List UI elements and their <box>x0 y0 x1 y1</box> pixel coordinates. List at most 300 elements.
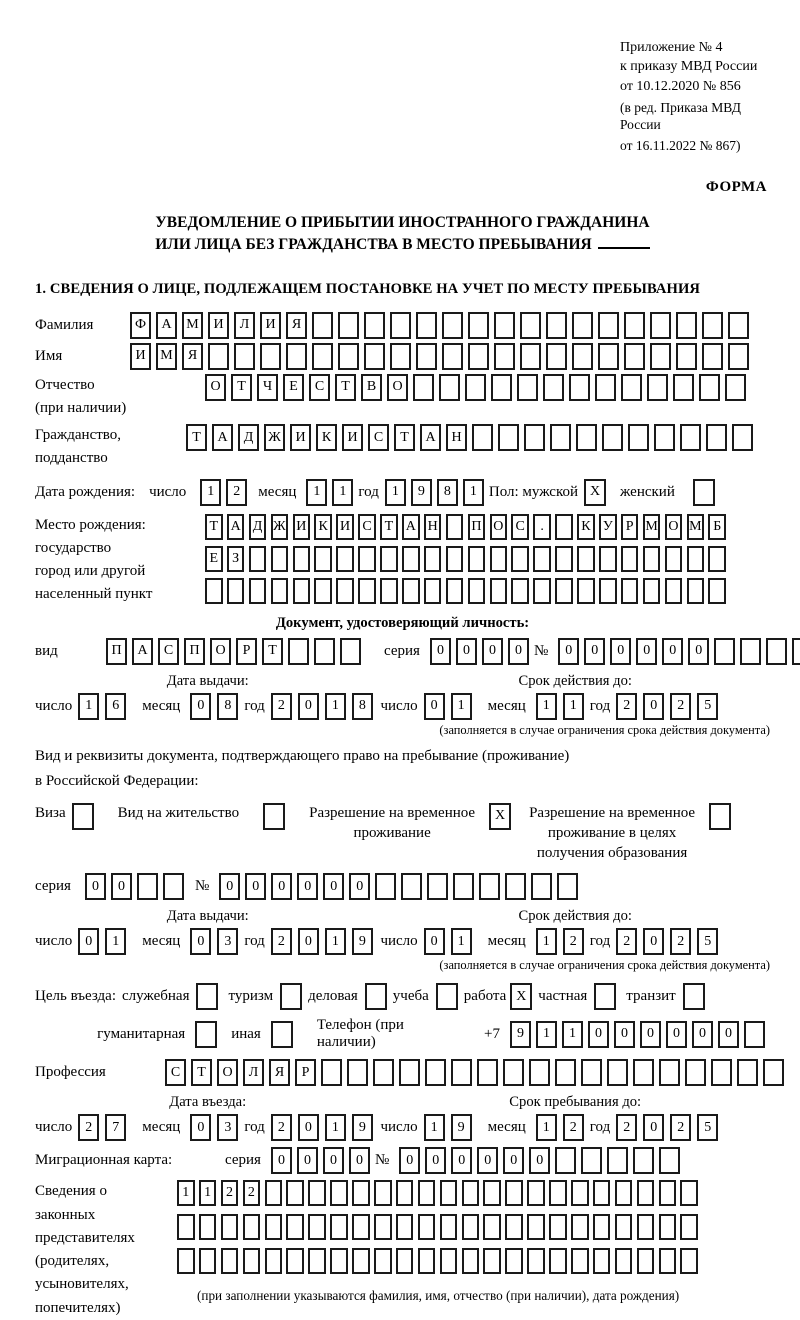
form-cell[interactable] <box>505 873 526 900</box>
form-cell[interactable] <box>555 514 573 540</box>
form-cell[interactable]: 1 <box>200 479 221 506</box>
form-cell[interactable] <box>511 546 529 572</box>
form-cell[interactable] <box>650 312 671 339</box>
form-cell[interactable] <box>358 546 376 572</box>
form-cell[interactable] <box>708 578 726 604</box>
form-cell[interactable]: Я <box>182 343 203 370</box>
form-cell[interactable]: И <box>293 514 311 540</box>
form-cell[interactable] <box>665 546 683 572</box>
form-cell[interactable] <box>654 424 675 451</box>
form-cell[interactable]: 0 <box>271 873 292 900</box>
form-cell[interactable] <box>633 1147 654 1174</box>
form-cell[interactable] <box>314 578 332 604</box>
form-cell[interactable] <box>243 1248 261 1274</box>
form-cell[interactable]: 1 <box>451 693 472 720</box>
form-cell[interactable]: П <box>106 638 127 665</box>
form-cell[interactable]: 0 <box>692 1021 713 1048</box>
form-cell[interactable] <box>557 873 578 900</box>
form-cell[interactable] <box>607 1147 628 1174</box>
form-cell[interactable] <box>396 1248 414 1274</box>
form-cell[interactable] <box>637 1214 655 1240</box>
form-cell[interactable]: И <box>208 312 229 339</box>
form-cell[interactable] <box>647 374 668 401</box>
purpose-tourism-checkbox[interactable] <box>280 983 302 1010</box>
form-cell[interactable]: М <box>687 514 705 540</box>
form-cell[interactable]: 9 <box>411 479 432 506</box>
form-cell[interactable]: В <box>361 374 382 401</box>
form-cell[interactable] <box>740 638 761 665</box>
form-cell[interactable]: Ж <box>264 424 285 451</box>
form-cell[interactable] <box>598 312 619 339</box>
form-cell[interactable] <box>330 1180 348 1206</box>
form-cell[interactable]: 8 <box>437 479 458 506</box>
form-cell[interactable] <box>440 1214 458 1240</box>
form-cell[interactable]: 0 <box>430 638 451 665</box>
form-cell[interactable]: Т <box>186 424 207 451</box>
form-cell[interactable]: 1 <box>332 479 353 506</box>
form-cell[interactable]: 1 <box>563 693 584 720</box>
form-cell[interactable] <box>714 638 735 665</box>
form-cell[interactable]: Р <box>621 514 639 540</box>
form-cell[interactable] <box>637 1248 655 1274</box>
form-cell[interactable] <box>659 1214 677 1240</box>
form-cell[interactable]: А <box>156 312 177 339</box>
form-cell[interactable] <box>462 1248 480 1274</box>
form-cell[interactable] <box>569 374 590 401</box>
form-cell[interactable]: 2 <box>563 928 584 955</box>
form-cell[interactable]: 0 <box>662 638 683 665</box>
form-cell[interactable] <box>763 1059 784 1086</box>
form-cell[interactable]: Т <box>191 1059 212 1086</box>
form-cell[interactable] <box>555 578 573 604</box>
form-cell[interactable]: 0 <box>558 638 579 665</box>
form-cell[interactable] <box>347 1059 368 1086</box>
form-cell[interactable]: Т <box>380 514 398 540</box>
form-cell[interactable] <box>607 1059 628 1086</box>
form-cell[interactable] <box>312 312 333 339</box>
form-cell[interactable]: 1 <box>199 1180 217 1206</box>
form-cell[interactable]: С <box>158 638 179 665</box>
form-cell[interactable] <box>364 312 385 339</box>
form-cell[interactable] <box>546 343 567 370</box>
form-cell[interactable] <box>416 312 437 339</box>
form-cell[interactable] <box>577 546 595 572</box>
form-cell[interactable]: 0 <box>399 1147 420 1174</box>
form-cell[interactable]: 0 <box>297 873 318 900</box>
form-cell[interactable] <box>546 312 567 339</box>
form-cell[interactable] <box>602 424 623 451</box>
form-cell[interactable] <box>643 546 661 572</box>
form-cell[interactable] <box>706 424 727 451</box>
form-cell[interactable] <box>336 546 354 572</box>
form-cell[interactable] <box>571 1180 589 1206</box>
form-cell[interactable] <box>380 546 398 572</box>
form-cell[interactable] <box>418 1180 436 1206</box>
form-cell[interactable]: 2 <box>670 1114 691 1141</box>
form-cell[interactable]: 0 <box>640 1021 661 1048</box>
form-cell[interactable]: 5 <box>697 693 718 720</box>
form-cell[interactable] <box>593 1214 611 1240</box>
form-cell[interactable] <box>572 312 593 339</box>
form-cell[interactable] <box>711 1059 732 1086</box>
form-cell[interactable]: М <box>182 312 203 339</box>
form-cell[interactable] <box>199 1248 217 1274</box>
form-cell[interactable] <box>680 1248 698 1274</box>
form-cell[interactable]: 0 <box>718 1021 739 1048</box>
form-cell[interactable]: 0 <box>190 693 211 720</box>
form-cell[interactable]: 1 <box>325 928 346 955</box>
form-cell[interactable] <box>737 1059 758 1086</box>
form-cell[interactable] <box>249 546 267 572</box>
form-cell[interactable] <box>673 374 694 401</box>
form-cell[interactable]: 1 <box>105 928 126 955</box>
form-cell[interactable] <box>314 546 332 572</box>
form-cell[interactable] <box>491 374 512 401</box>
form-cell[interactable] <box>380 578 398 604</box>
form-cell[interactable]: 2 <box>271 1114 292 1141</box>
form-cell[interactable]: 1 <box>325 1114 346 1141</box>
form-cell[interactable]: 0 <box>85 873 106 900</box>
form-cell[interactable] <box>766 638 787 665</box>
form-cell[interactable] <box>687 578 705 604</box>
form-cell[interactable] <box>243 1214 261 1240</box>
form-cell[interactable] <box>549 1214 567 1240</box>
form-cell[interactable] <box>208 343 229 370</box>
form-cell[interactable] <box>511 578 529 604</box>
form-cell[interactable]: Т <box>394 424 415 451</box>
form-cell[interactable] <box>527 1180 545 1206</box>
form-cell[interactable]: 1 <box>385 479 406 506</box>
form-cell[interactable]: 0 <box>529 1147 550 1174</box>
form-cell[interactable] <box>221 1248 239 1274</box>
form-cell[interactable]: 1 <box>536 693 557 720</box>
form-cell[interactable]: И <box>290 424 311 451</box>
form-cell[interactable]: Ж <box>271 514 289 540</box>
form-cell[interactable] <box>260 343 281 370</box>
form-cell[interactable]: 1 <box>536 928 557 955</box>
form-cell[interactable] <box>163 873 184 900</box>
form-cell[interactable] <box>633 1059 654 1086</box>
form-cell[interactable] <box>550 424 571 451</box>
form-cell[interactable] <box>643 578 661 604</box>
form-cell[interactable]: И <box>336 514 354 540</box>
form-cell[interactable] <box>637 1180 655 1206</box>
form-cell[interactable]: 0 <box>425 1147 446 1174</box>
form-cell[interactable]: 2 <box>616 1114 637 1141</box>
form-cell[interactable] <box>286 343 307 370</box>
form-cell[interactable] <box>288 638 309 665</box>
form-cell[interactable] <box>364 343 385 370</box>
form-cell[interactable]: 2 <box>616 693 637 720</box>
form-cell[interactable]: Т <box>335 374 356 401</box>
form-cell[interactable] <box>505 1248 523 1274</box>
form-cell[interactable]: 0 <box>588 1021 609 1048</box>
form-cell[interactable] <box>352 1180 370 1206</box>
form-cell[interactable] <box>314 638 335 665</box>
form-cell[interactable] <box>396 1180 414 1206</box>
gender-female-checkbox[interactable] <box>693 479 715 506</box>
form-cell[interactable]: Ч <box>257 374 278 401</box>
form-cell[interactable]: 9 <box>510 1021 531 1048</box>
form-cell[interactable]: Р <box>295 1059 316 1086</box>
form-cell[interactable]: 0 <box>584 638 605 665</box>
form-cell[interactable]: 0 <box>349 1147 370 1174</box>
form-cell[interactable]: Т <box>205 514 223 540</box>
purpose-official-checkbox[interactable] <box>196 983 218 1010</box>
form-cell[interactable]: К <box>314 514 332 540</box>
form-cell[interactable]: А <box>402 514 420 540</box>
form-cell[interactable] <box>576 424 597 451</box>
form-cell[interactable] <box>468 578 486 604</box>
form-cell[interactable] <box>199 1214 217 1240</box>
form-cell[interactable]: П <box>184 638 205 665</box>
form-cell[interactable]: 0 <box>508 638 529 665</box>
form-cell[interactable] <box>572 343 593 370</box>
form-cell[interactable] <box>177 1248 195 1274</box>
form-cell[interactable] <box>571 1248 589 1274</box>
form-cell[interactable]: К <box>316 424 337 451</box>
form-cell[interactable] <box>728 343 749 370</box>
form-cell[interactable] <box>520 312 541 339</box>
form-cell[interactable] <box>468 546 486 572</box>
form-cell[interactable] <box>599 578 617 604</box>
form-cell[interactable]: 2 <box>670 928 691 955</box>
form-cell[interactable] <box>490 578 508 604</box>
temp-residence-checkbox[interactable]: X <box>489 803 511 830</box>
form-cell[interactable] <box>401 873 422 900</box>
form-cell[interactable]: С <box>309 374 330 401</box>
form-cell[interactable] <box>728 312 749 339</box>
form-cell[interactable]: 1 <box>562 1021 583 1048</box>
form-cell[interactable]: 0 <box>245 873 266 900</box>
form-cell[interactable]: О <box>665 514 683 540</box>
form-cell[interactable] <box>338 343 359 370</box>
form-cell[interactable] <box>581 1147 602 1174</box>
form-cell[interactable] <box>336 578 354 604</box>
form-cell[interactable] <box>533 578 551 604</box>
form-cell[interactable]: 0 <box>424 928 445 955</box>
form-cell[interactable] <box>494 343 515 370</box>
form-cell[interactable]: 0 <box>111 873 132 900</box>
form-cell[interactable]: 1 <box>536 1021 557 1048</box>
form-cell[interactable]: Р <box>236 638 257 665</box>
form-cell[interactable]: 2 <box>243 1180 261 1206</box>
form-cell[interactable] <box>702 312 723 339</box>
form-cell[interactable] <box>321 1059 342 1086</box>
form-cell[interactable]: Л <box>243 1059 264 1086</box>
form-cell[interactable] <box>442 343 463 370</box>
form-cell[interactable] <box>308 1248 326 1274</box>
form-cell[interactable]: О <box>205 374 226 401</box>
form-cell[interactable]: Л <box>234 312 255 339</box>
form-cell[interactable]: 0 <box>643 928 664 955</box>
form-cell[interactable] <box>286 1214 304 1240</box>
form-cell[interactable] <box>468 312 489 339</box>
form-cell[interactable]: 0 <box>323 873 344 900</box>
form-cell[interactable]: 7 <box>105 1114 126 1141</box>
form-cell[interactable] <box>505 1180 523 1206</box>
form-cell[interactable]: 9 <box>352 928 373 955</box>
form-cell[interactable]: Е <box>205 546 223 572</box>
purpose-business-checkbox[interactable] <box>365 983 387 1010</box>
form-cell[interactable]: О <box>490 514 508 540</box>
purpose-transit-checkbox[interactable] <box>683 983 705 1010</box>
form-cell[interactable] <box>687 546 705 572</box>
form-cell[interactable]: 1 <box>536 1114 557 1141</box>
form-cell[interactable] <box>676 343 697 370</box>
form-cell[interactable] <box>505 1214 523 1240</box>
form-cell[interactable] <box>427 873 448 900</box>
form-cell[interactable] <box>390 343 411 370</box>
form-cell[interactable] <box>442 312 463 339</box>
form-cell[interactable]: 1 <box>424 1114 445 1141</box>
form-cell[interactable]: 0 <box>271 1147 292 1174</box>
form-cell[interactable]: Н <box>446 424 467 451</box>
form-cell[interactable] <box>581 1059 602 1086</box>
form-cell[interactable] <box>503 1059 524 1086</box>
form-cell[interactable]: 0 <box>636 638 657 665</box>
form-cell[interactable] <box>555 546 573 572</box>
form-cell[interactable] <box>680 1214 698 1240</box>
temp-residence-edu-checkbox[interactable] <box>709 803 731 830</box>
form-cell[interactable] <box>373 1059 394 1086</box>
form-cell[interactable] <box>205 578 223 604</box>
form-cell[interactable]: А <box>227 514 245 540</box>
form-cell[interactable]: А <box>420 424 441 451</box>
form-cell[interactable] <box>517 374 538 401</box>
form-cell[interactable] <box>390 312 411 339</box>
form-cell[interactable] <box>549 1248 567 1274</box>
gender-male-checkbox[interactable]: X <box>584 479 606 506</box>
form-cell[interactable] <box>424 578 442 604</box>
form-cell[interactable]: З <box>227 546 245 572</box>
form-cell[interactable]: 5 <box>697 928 718 955</box>
form-cell[interactable] <box>286 1248 304 1274</box>
form-cell[interactable]: О <box>387 374 408 401</box>
form-cell[interactable] <box>416 343 437 370</box>
form-cell[interactable]: Ф <box>130 312 151 339</box>
form-cell[interactable] <box>227 578 245 604</box>
form-cell[interactable] <box>440 1180 458 1206</box>
form-cell[interactable]: 0 <box>298 1114 319 1141</box>
form-cell[interactable]: К <box>577 514 595 540</box>
form-cell[interactable]: 0 <box>482 638 503 665</box>
form-cell[interactable]: 2 <box>221 1180 239 1206</box>
form-cell[interactable]: 0 <box>503 1147 524 1174</box>
form-cell[interactable] <box>676 312 697 339</box>
form-cell[interactable]: 6 <box>105 693 126 720</box>
form-cell[interactable]: 3 <box>217 928 238 955</box>
form-cell[interactable] <box>340 638 361 665</box>
form-cell[interactable]: 0 <box>643 693 664 720</box>
form-cell[interactable] <box>555 1059 576 1086</box>
purpose-private-checkbox[interactable] <box>594 983 616 1010</box>
form-cell[interactable]: Д <box>249 514 267 540</box>
form-cell[interactable] <box>621 546 639 572</box>
form-cell[interactable]: 5 <box>697 1114 718 1141</box>
form-cell[interactable] <box>413 374 434 401</box>
form-cell[interactable]: О <box>210 638 231 665</box>
form-cell[interactable]: Т <box>262 638 283 665</box>
form-cell[interactable] <box>659 1180 677 1206</box>
form-cell[interactable] <box>699 374 720 401</box>
form-cell[interactable]: 0 <box>219 873 240 900</box>
form-cell[interactable]: Я <box>269 1059 290 1086</box>
form-cell[interactable]: А <box>212 424 233 451</box>
form-cell[interactable] <box>462 1180 480 1206</box>
form-cell[interactable]: И <box>342 424 363 451</box>
form-cell[interactable] <box>498 424 519 451</box>
form-cell[interactable] <box>286 1180 304 1206</box>
form-cell[interactable] <box>598 343 619 370</box>
form-cell[interactable] <box>221 1214 239 1240</box>
purpose-work-checkbox[interactable]: X <box>510 983 532 1010</box>
form-cell[interactable] <box>472 424 493 451</box>
form-cell[interactable] <box>621 578 639 604</box>
form-cell[interactable] <box>527 1214 545 1240</box>
form-cell[interactable] <box>402 546 420 572</box>
form-cell[interactable] <box>358 578 376 604</box>
form-cell[interactable] <box>593 1248 611 1274</box>
form-cell[interactable] <box>685 1059 706 1086</box>
form-cell[interactable] <box>330 1214 348 1240</box>
form-cell[interactable] <box>234 343 255 370</box>
form-cell[interactable]: М <box>643 514 661 540</box>
form-cell[interactable] <box>330 1248 348 1274</box>
form-cell[interactable] <box>453 873 474 900</box>
form-cell[interactable] <box>615 1180 633 1206</box>
form-cell[interactable]: 2 <box>616 928 637 955</box>
form-cell[interactable]: Я <box>286 312 307 339</box>
form-cell[interactable] <box>732 424 753 451</box>
form-cell[interactable]: Б <box>708 514 726 540</box>
form-cell[interactable] <box>462 1214 480 1240</box>
form-cell[interactable] <box>352 1248 370 1274</box>
form-cell[interactable] <box>265 1180 283 1206</box>
form-cell[interactable] <box>531 873 552 900</box>
form-cell[interactable] <box>418 1248 436 1274</box>
form-cell[interactable] <box>271 578 289 604</box>
form-cell[interactable] <box>399 1059 420 1086</box>
form-cell[interactable]: Н <box>424 514 442 540</box>
form-cell[interactable] <box>680 1180 698 1206</box>
form-cell[interactable]: 0 <box>190 1114 211 1141</box>
form-cell[interactable] <box>418 1214 436 1240</box>
form-cell[interactable] <box>520 343 541 370</box>
form-cell[interactable]: 1 <box>325 693 346 720</box>
form-cell[interactable]: М <box>156 343 177 370</box>
form-cell[interactable]: . <box>533 514 551 540</box>
form-cell[interactable] <box>374 1180 392 1206</box>
form-cell[interactable] <box>483 1248 501 1274</box>
form-cell[interactable] <box>451 1059 472 1086</box>
form-cell[interactable] <box>265 1214 283 1240</box>
form-cell[interactable] <box>624 343 645 370</box>
form-cell[interactable] <box>446 546 464 572</box>
form-cell[interactable] <box>577 578 595 604</box>
residence-permit-checkbox[interactable] <box>263 803 285 830</box>
form-cell[interactable] <box>543 374 564 401</box>
form-cell[interactable]: Д <box>238 424 259 451</box>
form-cell[interactable]: 1 <box>463 479 484 506</box>
form-cell[interactable] <box>494 312 515 339</box>
form-cell[interactable]: 0 <box>297 1147 318 1174</box>
form-cell[interactable]: 1 <box>306 479 327 506</box>
form-cell[interactable] <box>374 1248 392 1274</box>
form-cell[interactable]: 1 <box>451 928 472 955</box>
form-cell[interactable]: 2 <box>271 928 292 955</box>
form-cell[interactable] <box>479 873 500 900</box>
